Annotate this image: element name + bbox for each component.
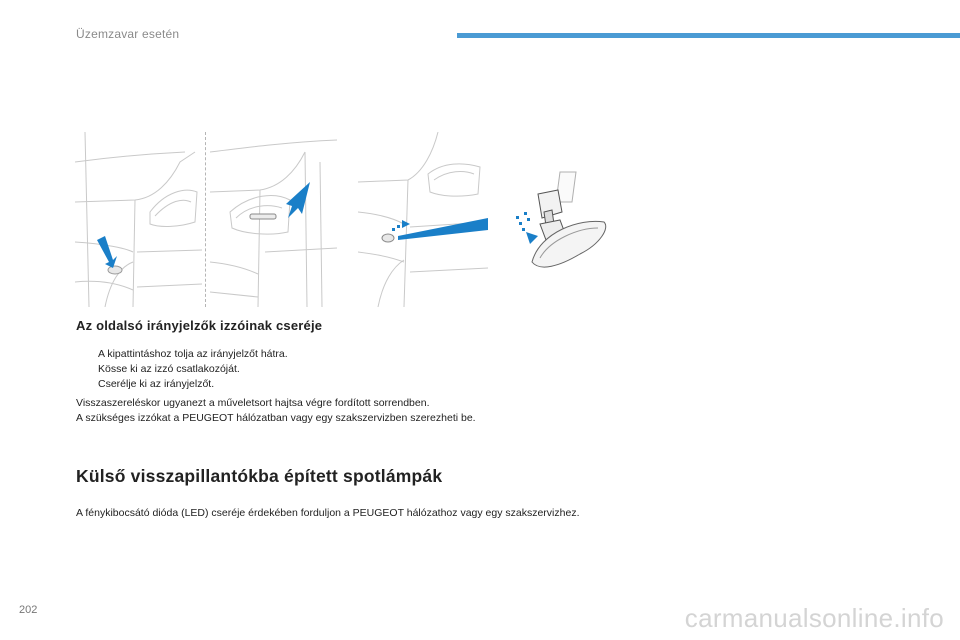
- step-item: Kösse ki az izzó csatlakozóját.: [98, 363, 240, 375]
- section-title: Üzemzavar esetén: [76, 27, 180, 41]
- reassembly-note: Visszaszereléskor ugyanezt a műveletsort hajtsa végre fordított sorrendben.: [76, 397, 430, 409]
- bulb-source-note: A szükséges izzókat a PEUGEOT hálózatban vagy egy szakszervizben szerezheti be.: [76, 412, 476, 424]
- figure-divider: [205, 132, 206, 307]
- side-indicators-heading: Az oldalsó irányjelzők izzóinak cseréje: [76, 318, 323, 333]
- mirror-spotlamps-heading: Külső visszapillantókba épített spotlámpák: [76, 466, 443, 486]
- header-accent-bar: [457, 33, 960, 38]
- step-item: A kipattintáshoz tolja az irányjelzőt hátra.: [98, 348, 288, 360]
- illustration-indicator-push: [358, 132, 488, 307]
- mirror-spotlamps-body: A fénykibocsátó dióda (LED) cseréje érdekében forduljon a PEUGEOT hálózathoz vagy egy szakszervizhez.: [76, 507, 580, 519]
- illustration-mirror-spotlamp: [210, 132, 337, 307]
- step-item: Cserélje ki az irányjelzőt.: [98, 378, 215, 390]
- page-number: 202: [19, 604, 38, 616]
- illustration-bulb-holder: [500, 132, 615, 307]
- watermark: carmanualsonline.info: [684, 603, 944, 633]
- illustration-side-indicator-location: [75, 132, 202, 307]
- side-indicators-steps: [76, 347, 288, 392]
